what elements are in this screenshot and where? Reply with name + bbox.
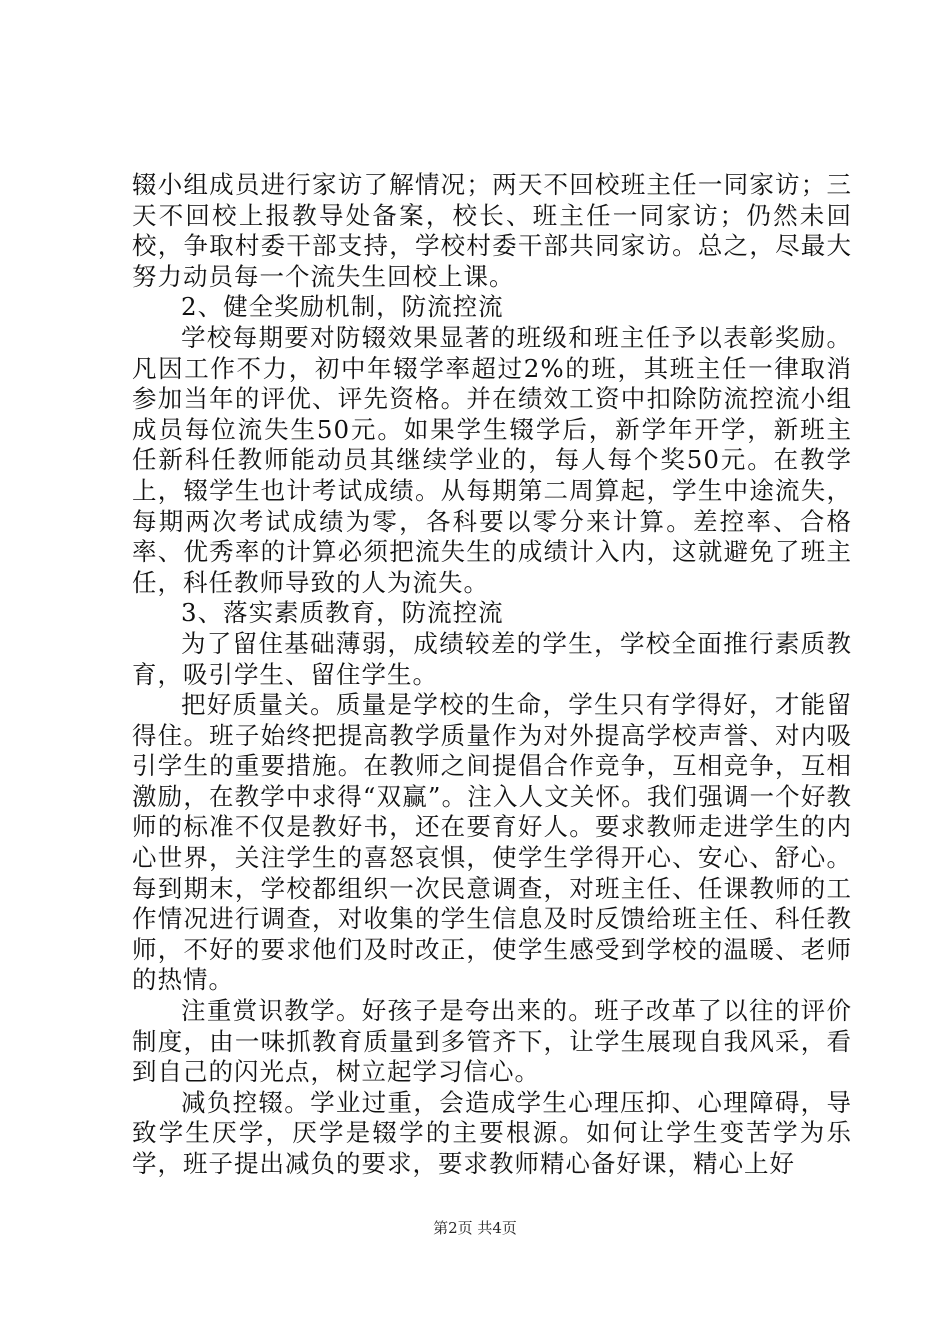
page-number-footer: 第2页 共4页: [433, 1219, 517, 1237]
document-body: [132, 170, 852, 1180]
paragraph-5: 注重赏识教学。好孩子是夸出来的。班子改革了以往的评价制度，由一味抓教育质量到多管齐下，让学生展现自我风采，看到自己的闪光点，树立起学习信心。: [132, 996, 852, 1087]
paragraph-3: 为了留住基础薄弱，成绩较差的学生，学校全面推行素质教育，吸引学生、留住学生。: [132, 628, 852, 689]
paragraph-4: 把好质量关。质量是学校的生命，学生只有学得好，才能留得住。班子始终把提高教学质量作为对外提高学校声誉、对内吸引学生的重要措施。在教师之间提倡合作竞争，互相竞争，互相激励，在教学中求得“双赢”。注入人文关怀。我们强调一个好教师的标准不仅是教好书，还在要育好人。要求教师走进学生的内心世界，关注学生的喜怒哀惧，使学生学得开心、安心、舒心。每到期末，学校都组织一次民意调查，对班主任、任课教师的工作情况进行调查，对收集的学生信息及时反馈给班主任、科任教师，不好的要求他们及时改正，使学生感受到学校的温暖、老师的热情。: [132, 690, 852, 995]
section-heading-3: 3、落实素质教育，防流控流: [181, 598, 504, 628]
paragraph-1: 辍小组成员进行家访了解情况；两天不回校班主任一同家访；三天不回校上报教导处备案，校长、班主任一同家访；仍然未回校，争取村委干部支持，学校村委干部共同家访。总之，尽最大努力动员每一个流失生回校上课。: [132, 170, 852, 291]
paragraph-6: 减负控辍。学业过重，会造成学生心理压抑、心理障碍，导致学生厌学，厌学是辍学的主要根源。如何让学生变苦学为乐学，班子提出减负的要求，要求教师精心备好课，精心上好: [132, 1087, 852, 1178]
paragraph-2: 学校每期要对防辍效果显著的班级和班主任予以表彰奖励。凡因工作不力，初中年辍学率超过2%的班，其班主任一律取消参加当年的评优、评先资格。并在绩效工资中扣除防流控流小组成员每位流失生50元。如果学生辍学后，新学年开学，新班主任新科任教师能动员其继续学业的，每人每个奖50元。在教学上，辍学生也计考试成绩。从每期第二周算起，学生中途流失，每期两次考试成绩为零，各科要以零分来计算。差控率、合格率、优秀率的计算必须把流失生的成绩计入内，这就避免了班主任，科任教师导致的人为流失。: [132, 322, 852, 597]
section-heading-2: 2、健全奖励机制，防流控流: [181, 292, 504, 322]
